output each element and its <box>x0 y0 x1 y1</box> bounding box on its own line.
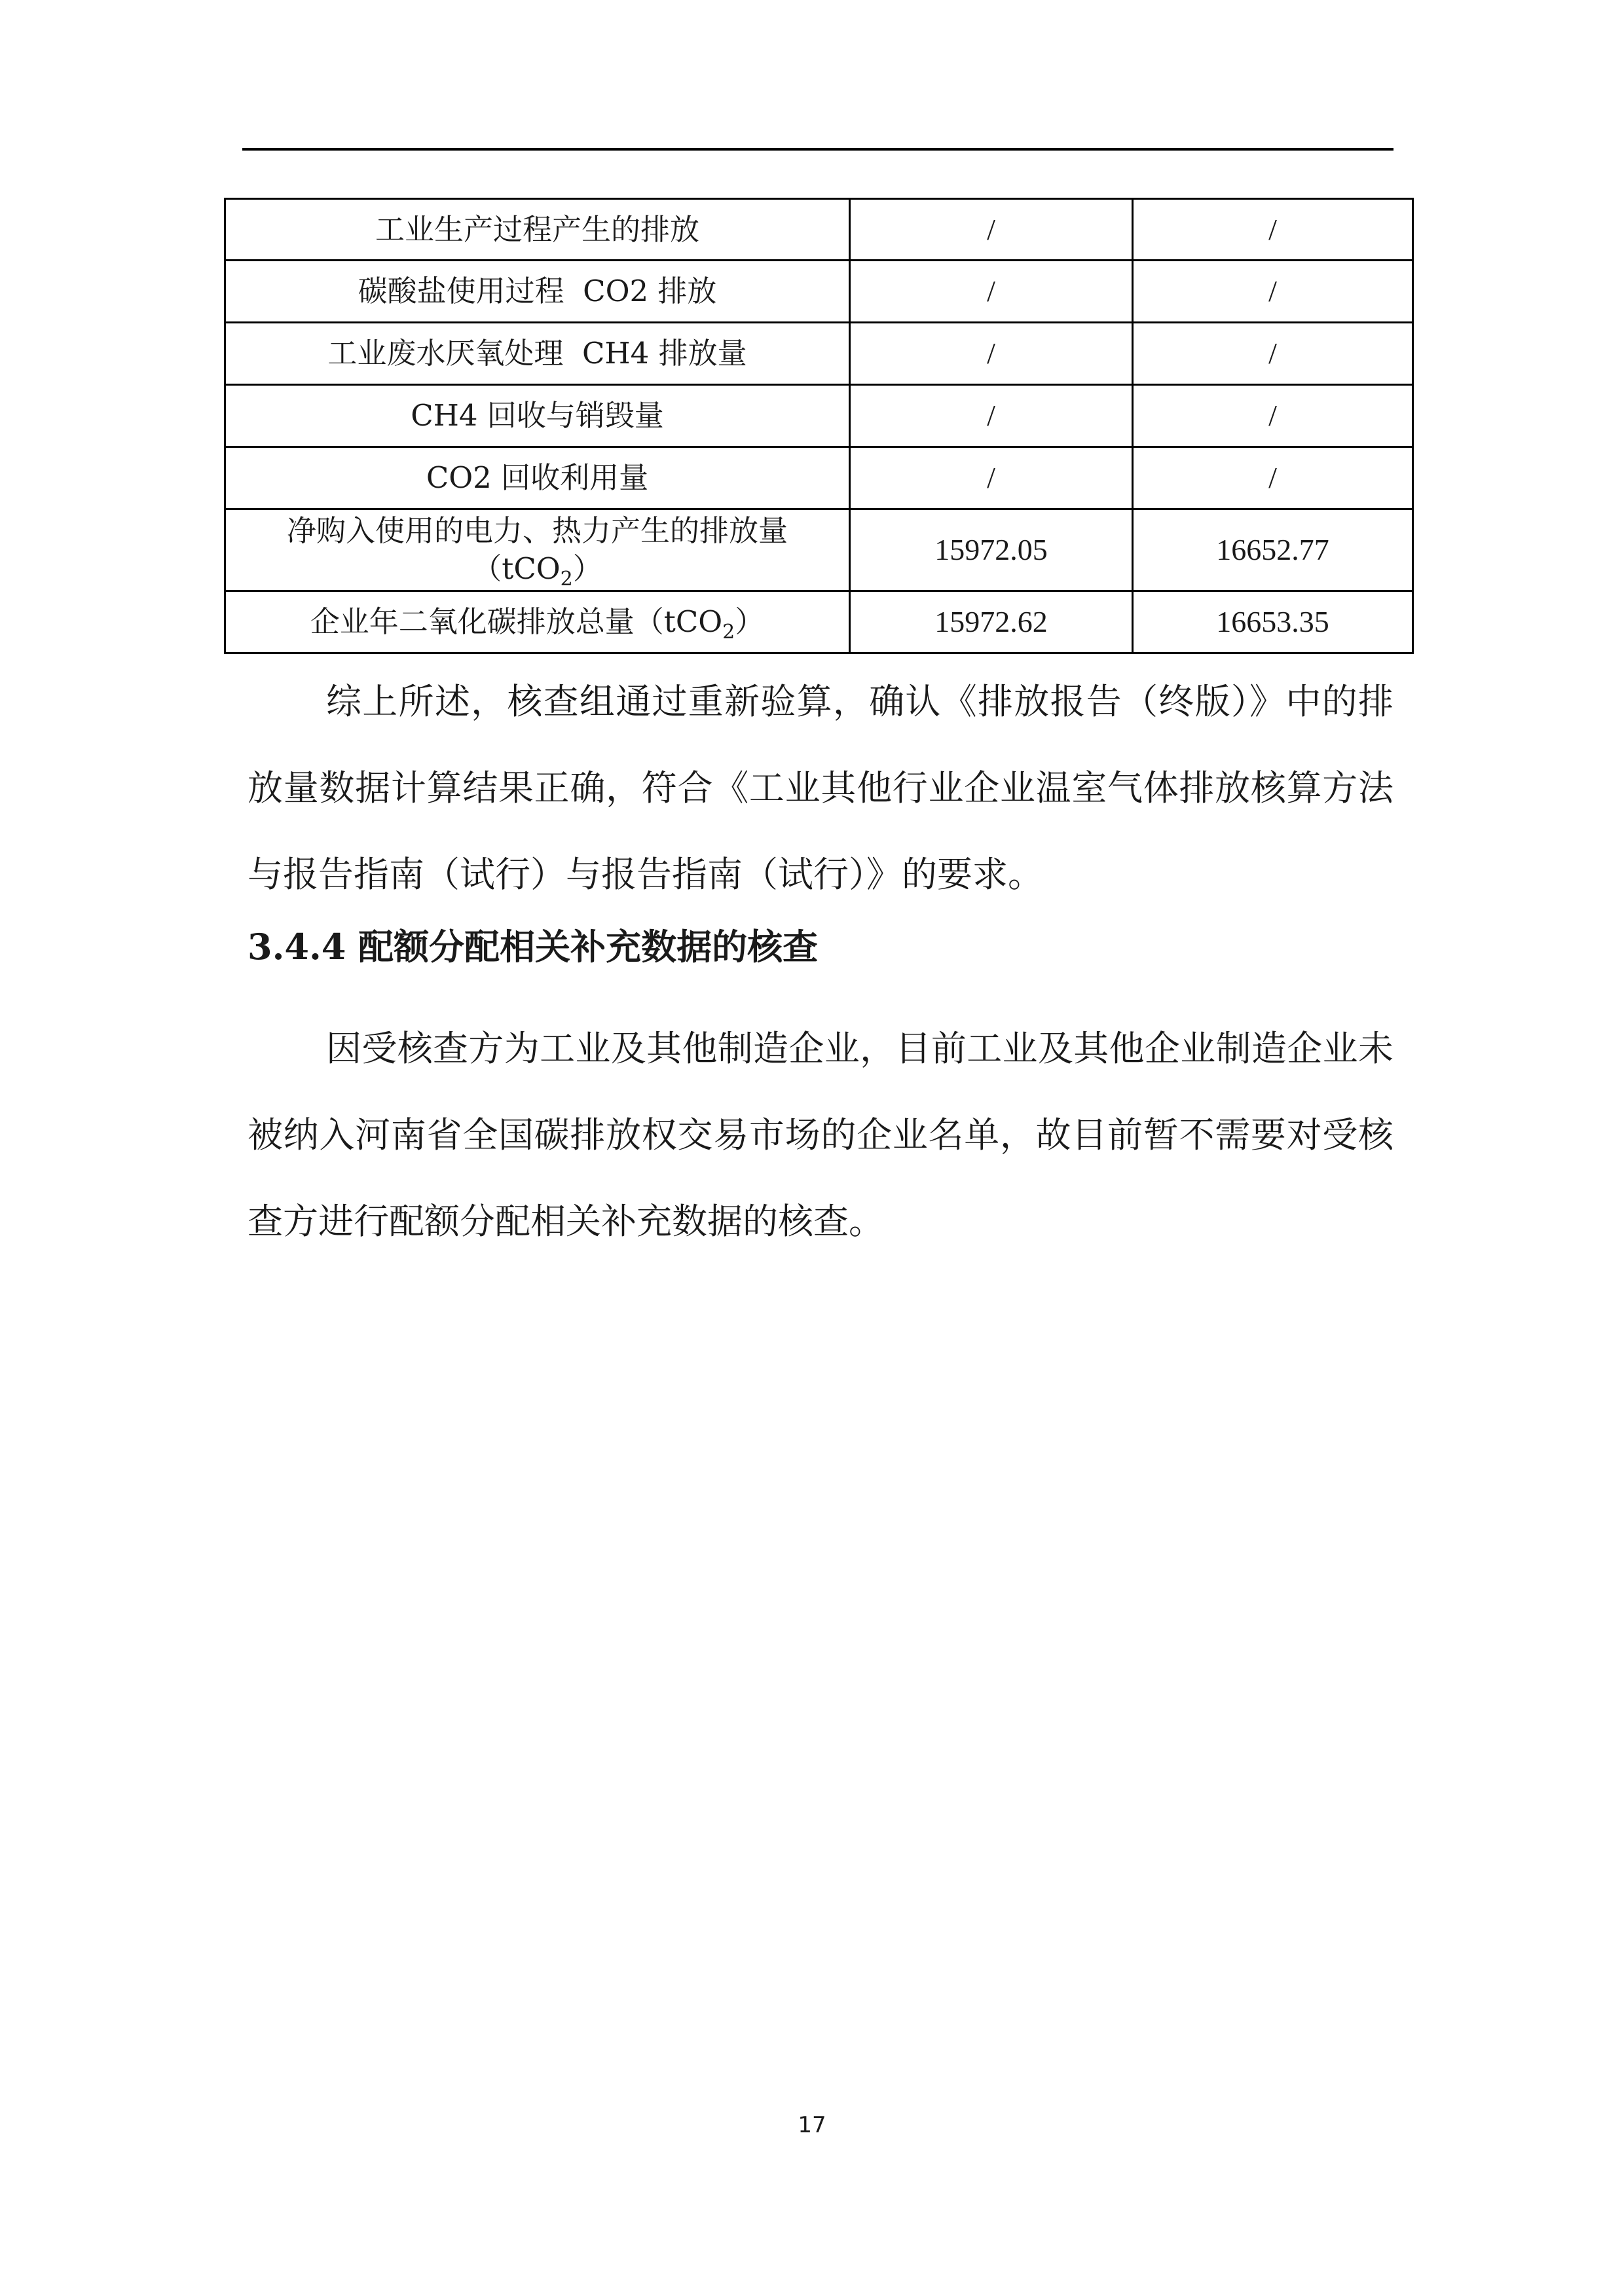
row-value-1: 15972.05 <box>850 509 1133 591</box>
row-value-1: 15972.62 <box>850 591 1133 653</box>
row-label-line2-sub: 2 <box>560 568 573 591</box>
row-value-2: / <box>1133 199 1413 261</box>
table-row <box>225 591 1413 653</box>
section-heading: 3.4.4 配额分配相关补充数据的核查 <box>248 926 819 968</box>
row-value-2: / <box>1133 261 1413 323</box>
row-label: 工业生产过程产生的排放 <box>225 199 850 261</box>
table-row <box>225 509 1413 591</box>
row-label-line2-pre: （tCO <box>472 551 561 586</box>
table-row <box>225 447 1413 509</box>
row-label-line1: 净购入使用的电力、热力产生的排放量 <box>286 513 788 548</box>
table-row <box>225 261 1413 323</box>
row-value-1: / <box>850 199 1133 261</box>
row-value-1: / <box>850 261 1133 323</box>
row-value-2: / <box>1133 447 1413 509</box>
emissions-table <box>224 198 1414 654</box>
page-number: 17 <box>798 2112 826 2138</box>
row-value-1: / <box>850 323 1133 385</box>
row-value-2: 16652.77 <box>1133 509 1413 591</box>
row-label-pre: 企业年二氧化碳排放总量（tCO <box>310 604 723 639</box>
row-label: 碳酸盐使用过程 CO2 排放 <box>225 261 850 323</box>
row-value-2: / <box>1133 323 1413 385</box>
row-value-2: 16653.35 <box>1133 591 1413 653</box>
table-row <box>225 385 1413 447</box>
allocation-paragraph: 因受核查方为工业及其他制造企业，目前工业及其他企业制造企业未被纳入河南省全国碳排放权交易市场的企业名单，故目前暂不需要对受核查方进行配额分配相关补充数据的核查。 <box>248 1028 1393 1242</box>
header-rule <box>242 148 1393 151</box>
row-label <box>225 509 850 591</box>
row-label: CH4 回收与销毁量 <box>225 385 850 447</box>
row-label-sub: 2 <box>722 621 735 644</box>
row-label-line2-post: ） <box>572 551 602 586</box>
table-row <box>225 323 1413 385</box>
row-value-2: / <box>1133 385 1413 447</box>
row-label-post: ） <box>735 604 765 639</box>
row-value-1: / <box>850 385 1133 447</box>
row-label <box>225 591 850 653</box>
row-label: 工业废水厌氧处理 CH4 排放量 <box>225 323 850 385</box>
summary-paragraph: 综上所述，核查组通过重新验算，确认《排放报告（终版）》中的排放量数据计算结果正确，符合《工业其他行业企业温室气体排放核算方法与报告指南（试行）与报告指南（试行）》的要求。 <box>248 681 1393 895</box>
table-row <box>225 199 1413 261</box>
row-value-1: / <box>850 447 1133 509</box>
row-label: CO2 回收利用量 <box>225 447 850 509</box>
